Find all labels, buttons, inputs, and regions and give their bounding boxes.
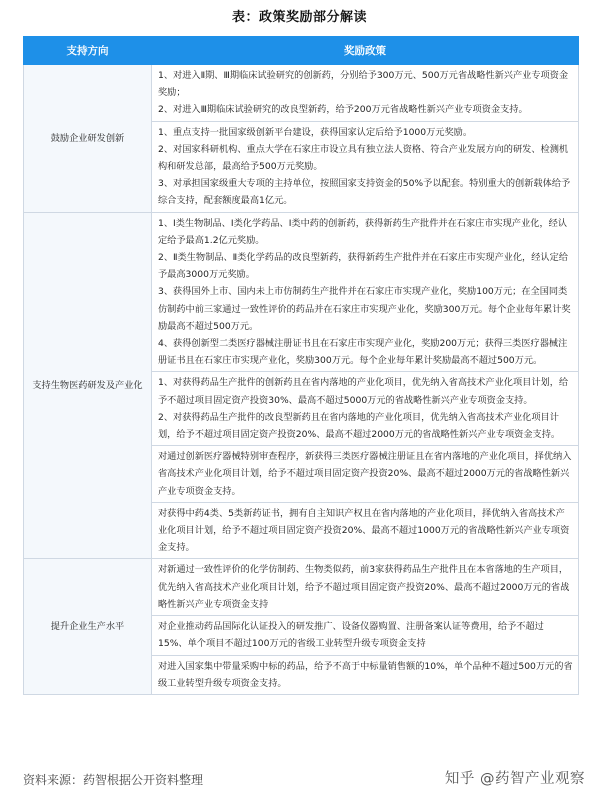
policy-cell (152, 559, 579, 616)
policy-text (158, 124, 573, 210)
policy-cell (152, 502, 579, 559)
policy-line: 1、对进入Ⅱ期、Ⅲ期临床试验研究的创新药，分别给予300万元、500万元省战略性新兴产业专项资金奖励； (158, 70, 569, 99)
policy-line: 2、对获得药品生产批件的改良型新药且在省内落地的产业化项目，优先纳入省高技术产业化项目计划，给予不超过项目固定资产投资20%、最高不超过2000万元的省战略性新兴产业专项资金支持。 (158, 411, 561, 441)
policy-line: 对企业推动药品国际化认证投入的研发推广、设备仪器购置、注册备案认证等费用，给予不超过15%、单个项目不超过100万元的省级工业转型升级专项资金支持 (158, 621, 544, 650)
policy-line: 3、获得国外上市、国内未上市仿制药生产批件并在石家庄市实现产业化，奖励100万元；在全国同类仿制药中前三家通过一致性评价的药品并在石家庄市实现产业化，奖励300万元。每个企业每年累计奖励最高不超过500万元。 (158, 286, 571, 332)
source-note: 资料来源：药智根据公开资料整理 (23, 773, 204, 787)
policy-cell (152, 65, 579, 122)
policy-line: 对通过创新医疗器械特别审查程序，新获得三类医疗器械注册证且在省内落地的产业化项目，择优纳入省高技术产业化项目计划，给予不超过项目固定资产投资20%、最高不超过2000万元的省战略性新兴产业专项资金支持。 (158, 451, 572, 497)
policy-line: 对进入国家集中带量采购中标的药品，给予不高于中标量销售额的10%，单个品种不超过500万元的省级工业转型升级专项资金支持。 (158, 660, 573, 689)
direction-cell: 提升企业生产水平 (24, 559, 152, 694)
policy-text (158, 658, 573, 692)
policy-text (158, 374, 573, 443)
policy-line: 2、Ⅱ类生物制品、Ⅱ类化学药品的改良型新药，获得新药生产批件并在石家庄市实现产业化，经认定给予最高3000万元奖励。 (158, 252, 568, 281)
table-row (24, 212, 579, 372)
policy-line: 3、对承担国家级重大专项的主持单位，按照国家支持资金的50%予以配套。特别重大的创新载体给予综合支持，配套额度最高1亿元。 (158, 178, 571, 207)
policy-text (158, 561, 573, 613)
policy-text (158, 67, 573, 119)
policy-cell (152, 446, 579, 503)
policy-table (23, 36, 579, 695)
zhihu-watermark: 知乎 @药智产业观察 (444, 771, 585, 787)
policy-line: 2、对国家科研机构、重点大学在石家庄市设立具有独立法人资格、符合产业发展方向的研发、检测机构和研发总部，最高给予500万元奖励。 (158, 143, 569, 173)
table-title: 表：政策奖励部分解读 (231, 10, 367, 25)
policy-line: 1、Ⅰ类生物制品、Ⅰ类化学药品、Ⅰ类中药的创新药，获得新药生产批件并在石家庄市实现产业化，经认定给予最高1.2亿元奖励。 (158, 217, 568, 246)
table-header-row (24, 37, 579, 65)
policy-text (158, 448, 573, 500)
policy-text (158, 505, 573, 557)
policy-cell (152, 372, 579, 446)
policy-text (158, 215, 573, 370)
policy-line: 4、获得创新型二类医疗器械注册证书且在石家庄市实现产业化，奖励200万元；获得三类医疗器械注册证书且在石家庄市实现产业化，奖励300万元。每个企业每年累计奖励最高不超过500万元。 (158, 338, 568, 367)
policy-cell (152, 212, 579, 372)
policy-line: 1、对获得药品生产批件的创新药且在省内落地的产业化项目，优先纳入省高技术产业化项目计划，给予不超过项目固定资产投资30%、最高不超过5000万元的省战略性新兴产业专项资金支持。 (158, 377, 569, 406)
policy-line: 对获得中药4类、5类新药证书，拥有自主知识产权且在省内落地的产业化项目，择优纳入省高技术产业化项目计划，给予不超过项目固定资产投资20%、最高不超过1000万元的省战略性新兴产业专项资金支持。 (158, 507, 570, 554)
header-policy: 奖励政策 (152, 37, 579, 65)
direction-cell: 鼓励企业研发创新 (24, 65, 152, 213)
table-row (24, 559, 579, 616)
policy-cell (152, 655, 579, 694)
policy-line: 2、对进入Ⅲ期临床试验研究的改良型新药，给予200万元省战略性新兴产业专项资金支持。 (158, 104, 528, 116)
policy-line: 对新通过一致性评价的化学仿制药、生物类似药，前3家获得药品生产批件且在本省落地的生产项目，优先纳入省高技术产业化项目计划，给予不超过项目固定资产投资20%、最高不超过2000万元的省战略性新兴产业专项资金支持 (158, 564, 570, 610)
policy-cell (152, 616, 579, 655)
table-row (24, 65, 579, 122)
policy-cell (152, 121, 579, 212)
policy-text (158, 618, 573, 652)
header-direction: 支持方向 (24, 37, 152, 65)
direction-cell: 支持生物医药研发及产业化 (24, 212, 152, 559)
policy-line: 1、重点支持一批国家级创新平台建设，获得国家认定后给予1000万元奖励。 (158, 126, 473, 138)
